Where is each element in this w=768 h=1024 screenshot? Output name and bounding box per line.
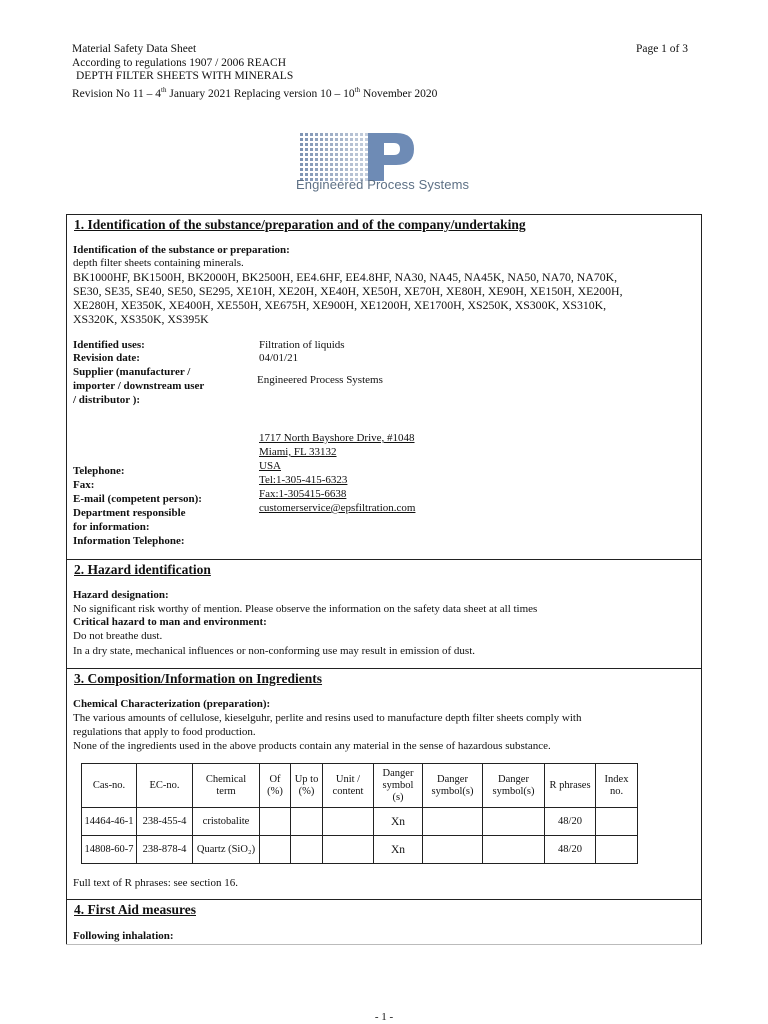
logo-dot <box>305 148 308 151</box>
section-3-title: 3. Composition/Information on Ingredients <box>74 671 323 686</box>
substance-description: depth filter sheets containing minerals. <box>73 257 244 269</box>
product-list-line: XS320K, XS350K, XS395K <box>73 312 209 326</box>
logo-dot <box>355 168 358 171</box>
logo-dot <box>355 143 358 146</box>
logo-dot <box>335 158 338 161</box>
logo-dot <box>335 173 338 176</box>
ec-cell: 238-878-4 <box>137 836 193 864</box>
identified-uses-value: Filtration of liquids <box>259 339 345 351</box>
logo-dot <box>350 173 353 176</box>
of-cell <box>260 836 291 864</box>
logo-dot <box>305 168 308 171</box>
logo-dot <box>315 173 318 176</box>
logo-dot <box>355 153 358 156</box>
logo-dot <box>330 143 333 146</box>
logo-dot <box>310 138 313 141</box>
logo-dot <box>335 163 338 166</box>
logo-dot <box>330 133 333 136</box>
logo-dot <box>340 158 343 161</box>
logo-dot <box>310 168 313 171</box>
column-header: EC-no. <box>137 764 193 808</box>
address-street: 1717 North Bayshore Drive, #1048 <box>259 432 415 444</box>
column-header: R phrases <box>545 764 596 808</box>
doc-type: Material Safety Data Sheet <box>72 43 197 55</box>
logo-dot <box>325 148 328 151</box>
logo-dot <box>300 158 303 161</box>
logo-dot <box>310 153 313 156</box>
logo-dot <box>330 153 333 156</box>
logo-dot <box>360 158 363 161</box>
column-header: Danger symbol(s) <box>483 764 545 808</box>
revision-date-value: 04/01/21 <box>259 352 299 364</box>
column-header: Of (%) <box>260 764 291 808</box>
logo-dot <box>345 148 348 151</box>
logo-dot <box>340 173 343 176</box>
fax-label: Fax: <box>73 479 95 491</box>
critical-hazard-label: Critical hazard to man and environment: <box>73 616 267 628</box>
logo-dot <box>365 153 368 156</box>
logo-dot <box>315 163 318 166</box>
logo-dot <box>365 143 368 146</box>
logo-dot <box>360 138 363 141</box>
logo-dot <box>355 158 358 161</box>
logo-dot <box>305 143 308 146</box>
term-cell: cristobalite <box>193 808 260 836</box>
section-1 <box>66 214 702 560</box>
column-header: Up to (%) <box>291 764 323 808</box>
address-city: Miami, FL 33132 <box>259 446 337 458</box>
section-4-divider <box>66 944 702 945</box>
column-header: Unit / content <box>323 764 374 808</box>
product-list-line: SE30, SE35, SE40, SE50, SE295, XE10H, XE20H, XE40H, XE50H, XE70H, XE80H, XE90H, XE150H, XE200H, <box>73 284 623 298</box>
logo-dot <box>320 158 323 161</box>
section-2 <box>66 559 702 669</box>
logo-dot <box>340 143 343 146</box>
logo-p-shape <box>368 133 414 181</box>
logo-dot <box>325 173 328 176</box>
logo-dot <box>330 163 333 166</box>
logo-dot <box>335 143 338 146</box>
logo-dot <box>320 143 323 146</box>
telephone-label: Telephone: <box>73 465 125 477</box>
danger-cell <box>423 808 483 836</box>
logo-dot <box>325 143 328 146</box>
logo-dot <box>330 148 333 151</box>
email-link[interactable]: customerservice@epsfiltration.com <box>259 502 416 514</box>
section-4-title: 4. First Aid measures <box>74 902 196 917</box>
logo-dot <box>325 138 328 141</box>
logo-dot <box>360 173 363 176</box>
telephone-value[interactable]: Tel:1-305-415-6323 <box>259 474 348 486</box>
logo-dot <box>340 133 343 136</box>
logo-dot <box>320 148 323 151</box>
logo-dot <box>350 153 353 156</box>
hazard-designation-text: No significant risk worthy of mention. Please observe the information on the safety data sheet at all times <box>73 603 538 615</box>
section-4 <box>66 899 702 945</box>
index-cell <box>596 836 638 864</box>
column-header: Chemical term <box>193 764 260 808</box>
logo-dot <box>320 173 323 176</box>
department-label: Department responsible <box>73 507 186 519</box>
logo-dot <box>335 168 338 171</box>
logo-dot <box>315 148 318 151</box>
ingredients-table <box>81 763 638 864</box>
logo-dot <box>300 143 303 146</box>
logo-dot <box>315 158 318 161</box>
section-3 <box>66 668 702 900</box>
column-header: Index no. <box>596 764 638 808</box>
danger-cell <box>483 836 545 864</box>
logo-dot <box>310 163 313 166</box>
logo-dot-pattern <box>300 133 373 181</box>
danger-cell <box>423 836 483 864</box>
logo-dot <box>310 158 313 161</box>
logo-dot <box>340 153 343 156</box>
logo-dot <box>310 148 313 151</box>
logo-dot <box>315 138 318 141</box>
logo-dot <box>315 143 318 146</box>
product-title: DEPTH FILTER SHEETS WITH MINERALS <box>76 70 294 82</box>
logo-dot <box>325 163 328 166</box>
logo-dot <box>355 133 358 136</box>
column-header: Danger symbol (s) <box>374 764 423 808</box>
logo-dot <box>325 158 328 161</box>
unit-cell <box>323 808 374 836</box>
logo-dot <box>365 163 368 166</box>
logo-dot <box>340 148 343 151</box>
logo-dot <box>320 138 323 141</box>
logo-dot <box>300 163 303 166</box>
logo-dot <box>320 168 323 171</box>
regulation-line: According to regulations 1907 / 2006 REACH <box>72 56 287 69</box>
logo-dot <box>350 163 353 166</box>
logo-dot <box>360 148 363 151</box>
supplier-label: Supplier (manufacturer / <box>73 366 191 378</box>
logo-dot <box>365 148 368 151</box>
supplier-value: Engineered Process Systems <box>257 374 383 386</box>
logo-dot <box>300 173 303 176</box>
logo-dot <box>345 158 348 161</box>
product-list-line: XE280H, XE350K, XE400H, XE550H, XE675H, XE900H, XE1200H, XE1700H, XS250K, XS300K, XS310K, <box>73 298 607 312</box>
logo-dot <box>345 143 348 146</box>
logo-dot <box>345 168 348 171</box>
logo-dot <box>310 173 313 176</box>
cas-cell: 14464-46-1 <box>82 808 137 836</box>
logo-dot <box>325 168 328 171</box>
logo-dot <box>340 168 343 171</box>
logo-dot <box>350 148 353 151</box>
logo-dot <box>325 153 328 156</box>
logo-dot <box>365 158 368 161</box>
logo-dot <box>350 158 353 161</box>
logo-dot <box>300 138 303 141</box>
logo-dot <box>305 163 308 166</box>
logo-dot <box>360 163 363 166</box>
logo-dot <box>365 138 368 141</box>
logo-dot <box>365 168 368 171</box>
logo-dot <box>345 163 348 166</box>
critical-hazard-text: Do not breathe dust. <box>73 630 163 642</box>
cas-cell: 14808-60-7 <box>82 836 137 864</box>
chemical-characterization-label: Chemical Characterization (preparation): <box>73 698 271 710</box>
unit-cell <box>323 836 374 864</box>
email-label: E-mail (competent person): <box>73 493 202 505</box>
term-cell: Quartz (SiO₂) <box>193 836 260 864</box>
identified-uses-label: Identified uses: <box>73 339 145 351</box>
inhalation-label: Following inhalation: <box>73 930 174 942</box>
logo-dot <box>335 153 338 156</box>
logo-dot <box>365 133 368 136</box>
danger-cell <box>483 808 545 836</box>
logo-dot <box>315 168 318 171</box>
logo-dot <box>340 163 343 166</box>
characterization-text: regulations that apply to food production. <box>73 726 256 738</box>
logo-dot <box>355 173 358 176</box>
logo-dot <box>300 168 303 171</box>
logo-dot <box>305 133 308 136</box>
logo-dot <box>315 133 318 136</box>
page-footer: - 1 - <box>374 1011 394 1023</box>
table-row <box>82 836 638 864</box>
danger-cell: Xn <box>374 808 423 836</box>
logo-dot <box>350 138 353 141</box>
revision-line: Revision No 11 – 4th January 2021 Replacing version 10 – 10th November 2020 <box>72 85 438 100</box>
r-phrase-cell: 48/20 <box>545 808 596 836</box>
logo-dot <box>305 173 308 176</box>
product-list-line: BK1000HF, BK1500H, BK2000H, BK2500H, EE4.6HF, EE4.8HF, NA30, NA45, NA45K, NA50, NA70, NA70K, <box>73 270 618 284</box>
logo-wordmark: Engineered Process Systems <box>296 177 470 192</box>
logo-dot <box>330 158 333 161</box>
logo-dot <box>305 158 308 161</box>
characterization-text: None of the ingredients used in the above products contain any material in the sense of hazardous substance. <box>73 740 551 752</box>
index-cell <box>596 808 638 836</box>
logo-dot <box>320 133 323 136</box>
logo-dot <box>350 168 353 171</box>
logo-dot <box>345 173 348 176</box>
of-cell <box>260 808 291 836</box>
logo-dot <box>315 153 318 156</box>
characterization-text: The various amounts of cellulose, kieselguhr, perlite and resins used to manufacture depth filter sheets comply with <box>73 712 582 724</box>
logo-dot <box>305 153 308 156</box>
logo-dot <box>305 138 308 141</box>
danger-cell: Xn <box>374 836 423 864</box>
logo-dot <box>360 153 363 156</box>
logo-dot <box>300 153 303 156</box>
table-row <box>82 808 638 836</box>
logo-dot <box>355 163 358 166</box>
supplier-label: importer / downstream user <box>73 380 205 392</box>
logo-dot <box>350 143 353 146</box>
substance-id-label: Identification of the substance or preparation: <box>73 244 290 256</box>
department-label: for information: <box>73 521 150 533</box>
table-header-row <box>82 764 638 808</box>
document-header <box>72 43 437 101</box>
hazard-designation-label: Hazard designation: <box>73 589 169 601</box>
upto-cell <box>291 836 323 864</box>
logo-dot <box>330 168 333 171</box>
logo-dot <box>330 138 333 141</box>
fax-value: Fax:1-305415-6638 <box>259 488 347 500</box>
logo-dot <box>325 133 328 136</box>
logo-dot <box>360 133 363 136</box>
logo-dot <box>355 148 358 151</box>
logo-dot <box>355 138 358 141</box>
upto-cell <box>291 808 323 836</box>
logo-dot <box>330 173 333 176</box>
logo-dot <box>345 138 348 141</box>
ec-cell: 238-455-4 <box>137 808 193 836</box>
logo-dot <box>320 163 323 166</box>
logo-dot <box>310 133 313 136</box>
logo-dot <box>300 133 303 136</box>
logo-dot <box>335 133 338 136</box>
logo-dot <box>335 148 338 151</box>
section-2-title: 2. Hazard identification <box>74 562 211 577</box>
page-number: Page 1 of 3 <box>635 43 688 55</box>
logo-dot <box>335 138 338 141</box>
column-header: Cas-no. <box>82 764 137 808</box>
logo-dot <box>350 133 353 136</box>
logo-dot <box>365 173 368 176</box>
info-telephone-label: Information Telephone: <box>73 535 185 547</box>
logo-dot <box>345 153 348 156</box>
revision-date-label: Revision date: <box>73 352 140 364</box>
supplier-label: / distributor ): <box>73 394 141 406</box>
logo-dot <box>320 153 323 156</box>
column-header: Danger symbol(s) <box>423 764 483 808</box>
section-1-title: 1. Identification of the substance/preparation and of the company/undertaking <box>74 217 526 232</box>
logo-dot <box>300 148 303 151</box>
r-phrase-cell: 48/20 <box>545 836 596 864</box>
logo-dot <box>310 143 313 146</box>
critical-hazard-text: In a dry state, mechanical influences or non-conforming use may result in emission of dust. <box>73 645 476 657</box>
address-country: USA <box>259 460 282 472</box>
logo-dot <box>360 143 363 146</box>
logo-dot <box>360 168 363 171</box>
r-phrases-footnote: Full text of R phrases: see section 16. <box>73 877 238 889</box>
logo-dot <box>340 138 343 141</box>
logo-dot <box>345 133 348 136</box>
